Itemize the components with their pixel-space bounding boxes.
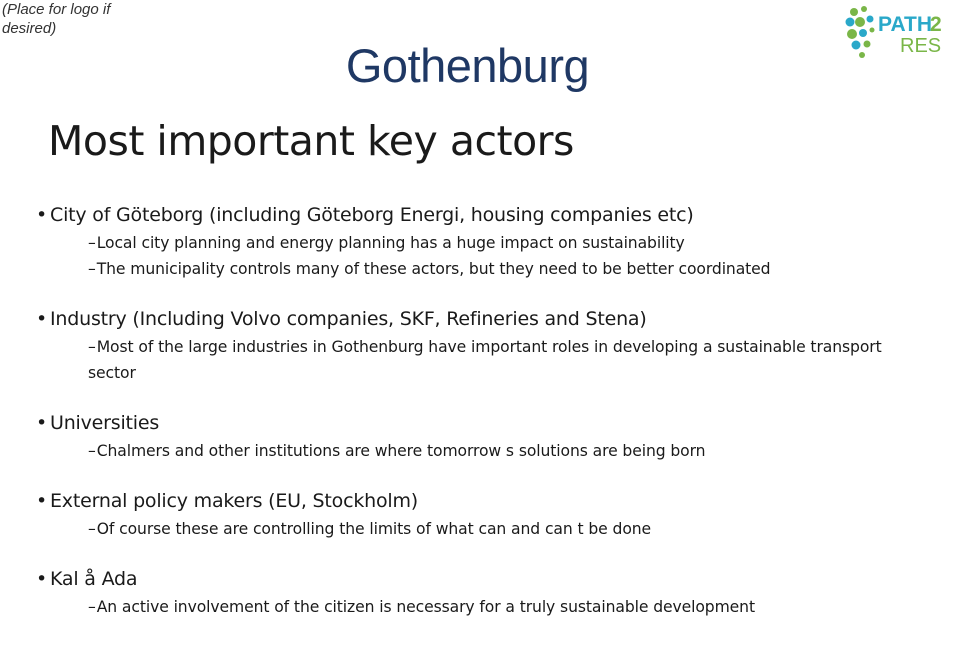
bullet-item xyxy=(36,304,936,334)
bullet-item xyxy=(36,200,936,230)
sub-bullet-text: Of course these are controlling the limits of what can and can t be done xyxy=(96,520,652,538)
bullet-dot-icon: • xyxy=(36,490,48,512)
bullet-group xyxy=(36,408,936,464)
bullet-label: Universities xyxy=(50,412,160,434)
dash-icon: – xyxy=(88,520,96,538)
logo-text-two: 2 xyxy=(930,13,942,36)
bullet-list xyxy=(36,200,936,620)
slide-heading: Most important key actors xyxy=(48,117,574,165)
logo-dot xyxy=(846,18,855,27)
dash-icon: – xyxy=(88,338,96,356)
sub-bullet-text: Local city planning and energy planning has a huge impact on sustainability xyxy=(96,234,685,252)
bullet-item xyxy=(36,564,936,594)
bullet-item xyxy=(36,486,936,516)
logo-dot xyxy=(855,17,865,27)
logo-dot xyxy=(861,6,867,12)
bullet-dot-icon: • xyxy=(36,204,48,226)
logo-text-path: PATH xyxy=(878,13,933,36)
sub-bullet-text: Chalmers and other institutions are where tomorrow s solutions are being born xyxy=(96,442,706,460)
city-title: Gothenburg xyxy=(345,39,590,92)
bullet-label: City of Göteborg (including Göteborg Energi, housing companies etc) xyxy=(50,204,694,226)
dash-icon: – xyxy=(88,442,96,460)
logo-dot xyxy=(850,8,858,16)
dash-icon: – xyxy=(88,598,96,616)
bullet-group xyxy=(36,564,936,620)
sub-bullet-item xyxy=(36,256,936,282)
sub-bullet-item xyxy=(36,594,936,620)
bullet-group xyxy=(36,486,936,542)
sub-bullet-item xyxy=(36,438,936,464)
bullet-label: Industry (Including Volvo companies, SKF, Refineries and Stena) xyxy=(50,308,647,330)
logo-dot xyxy=(870,28,875,33)
sub-bullet-item xyxy=(36,334,923,386)
logo-dot xyxy=(867,16,874,23)
bullet-dot-icon: • xyxy=(36,308,48,330)
logo-placeholder-text: (Place for logo if desired) xyxy=(2,1,111,37)
bullet-dot-icon: • xyxy=(36,568,48,590)
sub-bullet-item xyxy=(36,230,936,256)
bullet-label: External policy makers (EU, Stockholm) xyxy=(50,490,419,512)
sub-bullet-text: Most of the large industries in Gothenburg have important roles in developing a sustainable transport sector xyxy=(88,338,882,382)
sub-bullet-text: An active involvement of the citizen is necessary for a truly sustainable development xyxy=(96,598,755,616)
bullet-dot-icon: • xyxy=(36,412,48,434)
bullet-item xyxy=(36,408,936,438)
bullet-group xyxy=(36,304,936,386)
sub-bullet-text: The municipality controls many of these actors, but they need to be better coordinated xyxy=(96,260,771,278)
dash-icon: – xyxy=(88,234,96,252)
bullet-label: Kal å Ada xyxy=(50,568,138,590)
logo-text-res: RES xyxy=(900,35,942,57)
sub-bullet-item xyxy=(36,516,936,542)
dash-icon: – xyxy=(88,260,96,278)
bullet-group xyxy=(36,200,936,282)
